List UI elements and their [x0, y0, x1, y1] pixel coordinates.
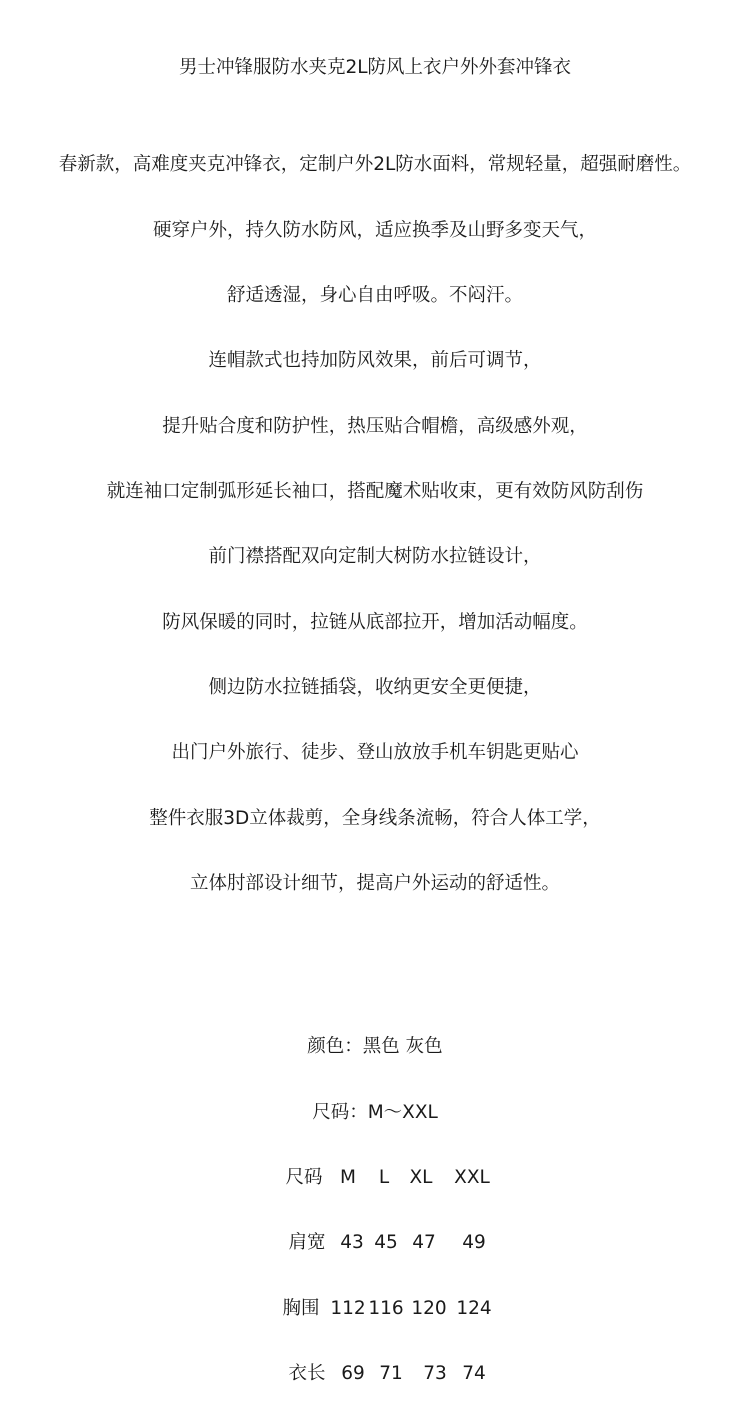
description-line: 舒适透湿，身心自由呼吸。不闷汗。 — [226, 285, 523, 306]
description-line: 防风保暖的同时，拉链从底部拉开，增加活动幅度。 — [162, 612, 588, 633]
size-table-row — [0, 1296, 750, 1322]
description-line: 整件衣服3D立体裁剪，全身线条流畅，符合人体工学， — [149, 808, 601, 829]
description-line: 出门户外旅行、徒步、登山放放手机车钥匙更贴心 — [171, 742, 579, 763]
description-line: 侧边防水拉链插袋，收纳更安全更便捷， — [208, 677, 542, 698]
size-table-cell: 74 — [462, 1363, 486, 1384]
size-table-cell: 43 — [340, 1232, 364, 1253]
size-table-cell: 45 — [374, 1232, 398, 1253]
size-table-header-row — [0, 1165, 750, 1191]
size-table-cell: 肩宽 — [288, 1232, 326, 1253]
size-table-cell: 112 — [330, 1298, 366, 1319]
size-table-cell: XL — [409, 1167, 433, 1188]
size-table-cell: 120 — [411, 1298, 447, 1319]
description-line: 前门襟搭配双向定制大树防水拉链设计， — [208, 546, 542, 567]
description-line: 就连袖口定制弧形延长袖口，搭配魔术贴收束，更有效防风防刮伤 — [106, 481, 644, 502]
size-table-row — [0, 1361, 750, 1387]
description-line: 连帽款式也持加防风效果，前后可调节， — [208, 350, 542, 371]
size-table-cell: 47 — [412, 1232, 436, 1253]
product-title: 男士冲锋服防水夹克2L防风上衣户外外套冲锋衣 — [178, 57, 572, 78]
size-table-cell: 胸围 — [282, 1298, 320, 1319]
size-table-cell: M — [340, 1167, 356, 1188]
size-table-cell: 衣长 — [288, 1363, 326, 1384]
size-table-cell: 73 — [423, 1363, 447, 1384]
description-line: 提升贴合度和防护性，热压贴合帽檐，高级感外观， — [162, 416, 588, 437]
size-table-cell: 124 — [456, 1298, 492, 1319]
description-line: 硬穿户外，持久防水防风，适应换季及山野多变天气， — [152, 220, 597, 241]
size-table-cell: 71 — [379, 1363, 403, 1384]
size-table-cell: 49 — [462, 1232, 486, 1253]
size-table-row — [0, 1230, 750, 1256]
description-line: 春新款，高难度夹克冲锋衣，定制户外2L防水面料，常规轻量，超强耐磨性。 — [58, 154, 692, 175]
size-table-cell: XXL — [454, 1167, 490, 1188]
size-table-cell: 尺码 — [285, 1167, 323, 1188]
color-options: 颜色：黑色 灰色 — [307, 1036, 443, 1057]
size-table-cell: 69 — [341, 1363, 365, 1384]
size-table-cell: L — [378, 1167, 390, 1188]
size-range: 尺码：M～XXL — [312, 1102, 438, 1123]
size-table-cell: 116 — [368, 1298, 404, 1319]
description-line: 立体肘部设计细节，提高户外运动的舒适性。 — [189, 873, 560, 894]
